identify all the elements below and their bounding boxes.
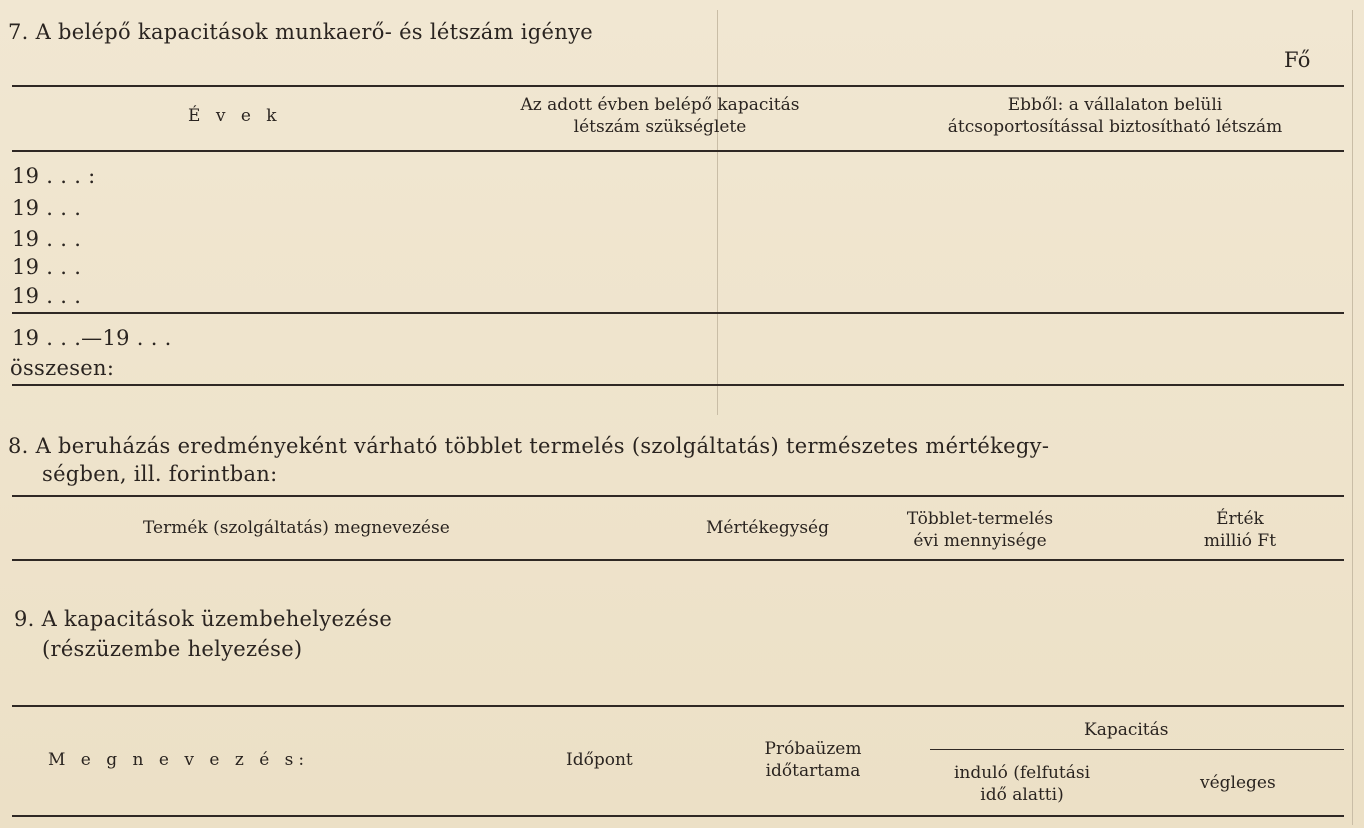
col-header-initial <box>932 762 1112 806</box>
internal-line1: Ebből: a vállalaton belüli <box>1007 95 1223 115</box>
col-header-trial <box>748 738 878 782</box>
year-row: 19 . . . <box>12 284 82 308</box>
year-row: 19 . . . : <box>12 164 96 188</box>
need-line1: Az adott évben belépő kapacitás <box>520 95 800 115</box>
fold-line <box>717 10 718 415</box>
internal-line2: átcsoportosítással biztosítható létszám <box>947 117 1283 137</box>
value-line1: Érték <box>1216 509 1264 529</box>
surplus-line1: Többlet-termelés <box>906 509 1054 529</box>
section8-title-line1: 8. A beruházás eredményeként várható többlet termelés (szolgáltatás) természetes mértékegy- <box>8 434 1050 458</box>
divider <box>12 312 1344 314</box>
col-header-value <box>1180 508 1300 552</box>
col-header-final: végleges <box>1200 773 1276 793</box>
divider <box>12 559 1344 561</box>
col-header-product: Termék (szolgáltatás) megnevezése <box>143 518 450 538</box>
section9-title-line1: 9. A kapacitások üzembehelyezése <box>14 607 393 631</box>
col-header-name: M e g n e v e z é s: <box>48 750 310 770</box>
section9-title-line2: (részüzembe helyezése) <box>42 637 303 661</box>
divider <box>12 150 1344 152</box>
col-header-years: É v e k <box>188 106 282 126</box>
year-row: 19 . . . <box>12 255 82 279</box>
need-line2: létszám szükséglete <box>573 117 747 137</box>
total-label: összesen: <box>10 356 115 380</box>
value-line2: millió Ft <box>1203 531 1277 551</box>
year-row: 19 . . . <box>12 227 82 251</box>
col-header-unit: Mértékegység <box>706 518 830 538</box>
col-header-internal <box>900 94 1330 138</box>
col-header-surplus <box>885 508 1075 552</box>
col-header-need <box>470 94 850 138</box>
initial-line1: induló (felfutási <box>953 763 1091 783</box>
trial-line1: Próbaüzem <box>764 739 862 759</box>
total-range: 19 . . .—19 . . . <box>12 326 172 350</box>
year-row: 19 . . . <box>12 196 82 220</box>
trial-line2: időtartama <box>765 761 861 781</box>
divider <box>12 705 1344 707</box>
fold-line <box>1352 10 1353 825</box>
surplus-line2: évi mennyisége <box>913 531 1047 551</box>
divider <box>12 815 1344 817</box>
section7-unit: Fő <box>1284 48 1311 72</box>
divider <box>12 384 1344 386</box>
divider <box>12 85 1344 87</box>
capacity-divider <box>930 749 1344 750</box>
col-header-date: Időpont <box>566 750 633 770</box>
section8-title-line2: ségben, ill. forintban: <box>42 462 278 486</box>
divider <box>12 495 1344 497</box>
section7-title: 7. A belépő kapacitások munkaerő- és létszám igénye <box>8 20 593 44</box>
col-header-capacity: Kapacitás <box>1084 720 1169 740</box>
initial-line2: idő alatti) <box>980 785 1064 805</box>
